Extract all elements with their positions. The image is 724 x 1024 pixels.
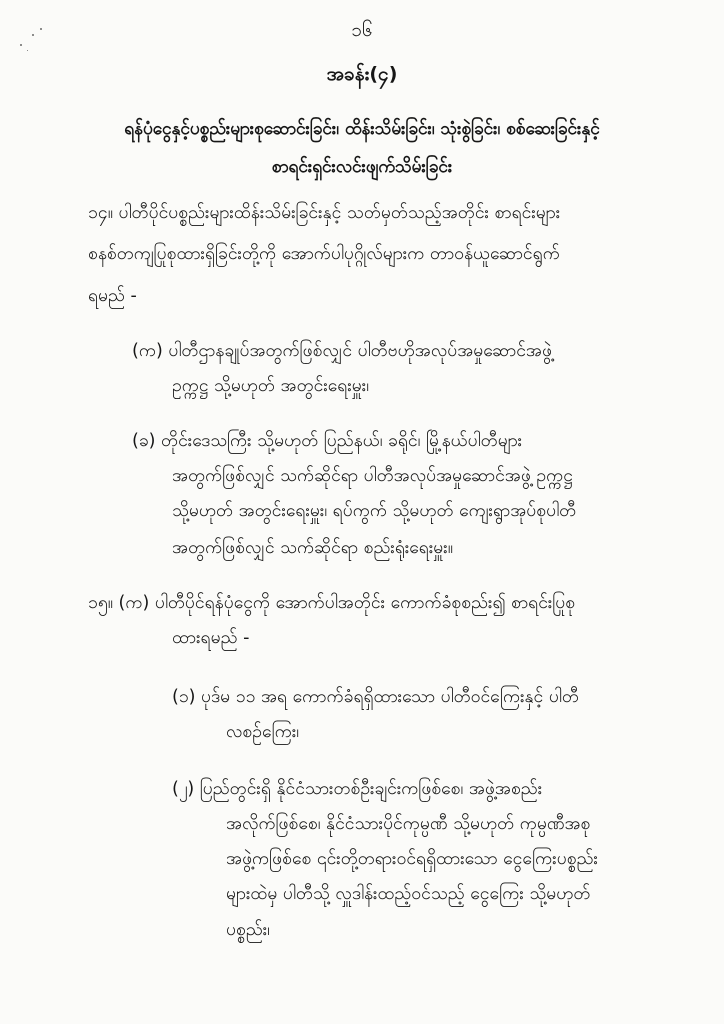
sub-2-line-5: ပစ္စည်း၊ [226,920,270,940]
page-number: ၁၆ [351,19,373,41]
sub-2-line-2: အလိုက်ဖြစ်စေ၊ နိုင်ငံသားပိုင်ကုမ္ပဏီ သို့မဟုတ် ကုမ္ပဏီအစု [226,814,591,834]
sub-2-line-4: များထဲမှ ပါတီသို့ လှူဒါန်းထည့်ဝင်သည့် ငွေကြေး သို့မဟုတ် [226,884,591,904]
item-kha-line-3: သို့မဟုတ် အတွင်းရေးမှူး၊ ရပ်ကွက် သို့မဟုတ် ကျေးရွာအုပ်စုပါတီ [172,501,577,521]
item-ka-line-1: (က) ပါတီဌာနချုပ်အတွက်ဖြစ်လျှင် ပါတီဗဟိုအလုပ်အမှုဆောင်အဖွဲ့ [132,341,552,361]
sub-1-line-2: လစဉ်ကြေး၊ [226,722,300,742]
item-ka-line-2: ဥက္ကဋ္ဌ သို့မဟုတ် အတွင်းရေးမှူး၊ [172,376,369,396]
section-14-line-3: ရမည် - [88,286,137,306]
sub-2-line-3: အဖွဲ့ကဖြစ်စေ ၎င်းတို့တရားဝင်ရရှိထားသော ငွေကြေးပစ္စည်း [226,849,598,869]
sub-1-line-1: (၁) ပုဒ်မ ၁၁ အရ ကောက်ခံရရှိထားသော ပါတီဝင်ကြေးနှင့် ပါတီ [172,687,579,707]
item-kha-line-1: (ခ) တိုင်းဒေသကြီး သို့မဟုတ် ပြည်နယ်၊ ခရိုင်၊ မြို့နယ်ပါတီများ [132,431,523,451]
chapter-title: အခန်း(၄) [326,63,398,85]
item-kha-line-4: အတွက်ဖြစ်လျှင် သက်ဆိုင်ရာ စည်းရုံးရေးမှူး။ [172,538,454,558]
section-15-line-2: ထားရမည် - [172,628,250,648]
item-kha-line-2: အတွက်ဖြစ်လျှင် သက်ဆိုင်ရာ ပါတီအလုပ်အမှုဆောင်အဖွဲ့ ဥက္ကဋ္ဌ [172,466,573,486]
sub-2-line-1: (၂) ပြည်တွင်းရှိ နိုင်ငံသားတစ်ဦးချင်းကဖြစ်စေ၊ အဖွဲ့အစည်း [172,779,543,799]
section-14-line-1: ၁၄။ ပါတီပိုင်ပစ္စည်းများထိန်းသိမ်းခြင်းနှင့် သတ်မှတ်သည့်အတိုင်း စာရင်းများ [88,203,561,223]
section-heading-line-1: ရန်ပုံငွေနှင့်ပစ္စည်းများစုဆောင်းခြင်း၊ ထိန်းသိမ်းခြင်း၊ သုံးစွဲခြင်း၊ စစ်ဆေးခြင်းနှင့် [124,119,600,139]
section-14-line-2: စနစ်တကျပြုစုထားရှိခြင်းတို့ကို အောက်ပါပုဂ္ဂိုလ်များက တာဝန်ယူဆောင်ရွက် [88,244,560,264]
section-heading-line-2: စာရင်းရှင်းလင်းဖျက်သိမ်းခြင်း [271,157,453,177]
section-15-line-1: ၁၅။ (က) ပါတီပိုင်ရန်ပုံငွေကို အောက်ပါအတိုင်း ကောက်ခံစုစည်း၍ စာရင်းပြုစု [88,593,576,613]
